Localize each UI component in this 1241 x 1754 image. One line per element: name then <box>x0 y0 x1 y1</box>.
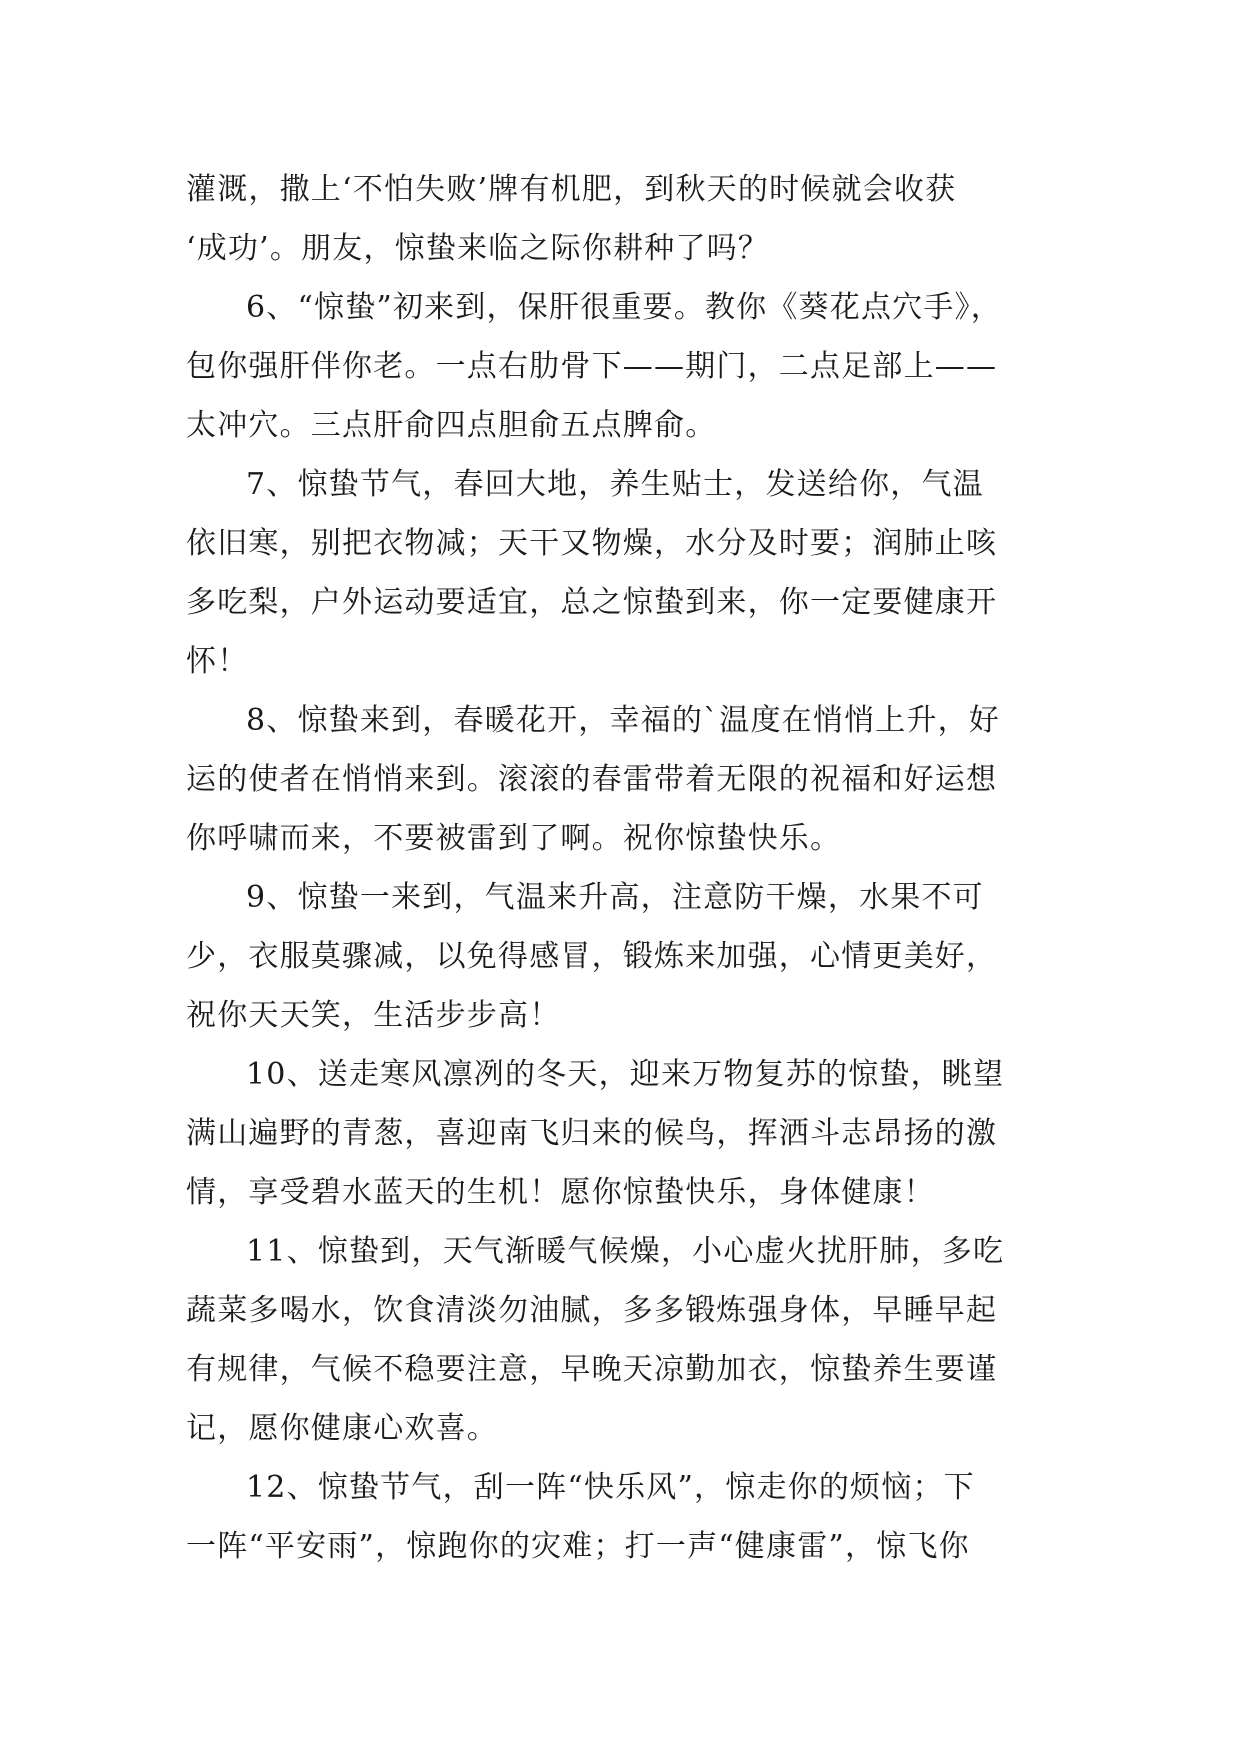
document-body <box>186 160 1056 1576</box>
paragraph-p7 <box>186 455 1056 691</box>
paragraph-p-continued <box>186 160 1056 278</box>
paragraph-p8 <box>186 691 1056 868</box>
text-line: 一阵“平安雨”，惊跑你的灾难；打一声“健康雷”，惊飞你 <box>186 1529 970 1564</box>
text-line: 有规律，气候不稳要注意，早晚天凉勤加衣，惊蛰养生要谨 <box>186 1352 998 1387</box>
text-line: 9、惊蛰一来到，气温来升高，注意防干燥，水果不可 <box>246 880 984 915</box>
text-line: 运的使者在悄悄来到。滚滚的春雷带着无限的祝福和好运想 <box>186 762 998 797</box>
text-line: 记，愿你健康心欢喜。 <box>186 1411 498 1446</box>
text-line: 太冲穴。三点肝俞四点胆俞五点脾俞。 <box>186 408 717 443</box>
text-line: 6、“惊蛰”初来到，保肝很重要。教你《葵花点穴手》， <box>246 290 1002 325</box>
text-line: 蔬菜多喝水，饮食清淡勿油腻，多多锻炼强身体，早睡早起 <box>186 1293 998 1328</box>
paragraph-p6 <box>186 278 1056 455</box>
paragraph-p12 <box>186 1458 1056 1576</box>
text-line: 依旧寒，别把衣物减；天干又物燥，水分及时要；润肺止咳 <box>186 526 998 561</box>
text-line: 怀！ <box>186 644 249 679</box>
text-line: 多吃梨，户外运动要适宜，总之惊蛰到来，你一定要健康开 <box>186 585 998 620</box>
text-line: 7、惊蛰节气，春回大地，养生贴士，发送给你，气温 <box>246 467 984 502</box>
text-line: 11、惊蛰到，天气渐暖气候燥，小心虚火扰肝肺，多吃 <box>246 1234 1005 1269</box>
text-line: 你呼啸而来，不要被雷到了啊。祝你惊蛰快乐。 <box>186 821 842 856</box>
text-line: 少，衣服莫骤减，以免得感冒，锻炼来加强，心情更美好， <box>186 939 998 974</box>
text-line: ‘成功’。朋友，惊蛰来临之际你耕种了吗？ <box>186 231 770 266</box>
paragraph-p11 <box>186 1222 1056 1458</box>
text-line: 12、惊蛰节气，刮一阵“快乐风”，惊走你的烦恼；下 <box>246 1470 975 1505</box>
text-line: 包你强肝伴你老。一点右肋骨下——期门，二点足部上—— <box>186 349 998 384</box>
text-line: 8、惊蛰来到，春暖花开，幸福的`温度在悄悄上升，好 <box>246 703 1001 738</box>
paragraph-p9 <box>186 868 1056 1045</box>
text-line: 10、送走寒风凛冽的冬天，迎来万物复苏的惊蛰，眺望 <box>246 1057 1005 1092</box>
text-line: 情，享受碧水蓝天的生机！愿你惊蛰快乐，身体健康！ <box>186 1175 935 1210</box>
text-line: 满山遍野的青葱，喜迎南飞归来的候鸟，挥洒斗志昂扬的激 <box>186 1116 998 1151</box>
text-line: 祝你天天笑，生活步步高！ <box>186 998 561 1033</box>
paragraph-p10 <box>186 1045 1056 1222</box>
text-line: 灌溉，撒上‘不怕失败’牌有机肥，到秋天的时候就会收获 <box>186 172 957 207</box>
